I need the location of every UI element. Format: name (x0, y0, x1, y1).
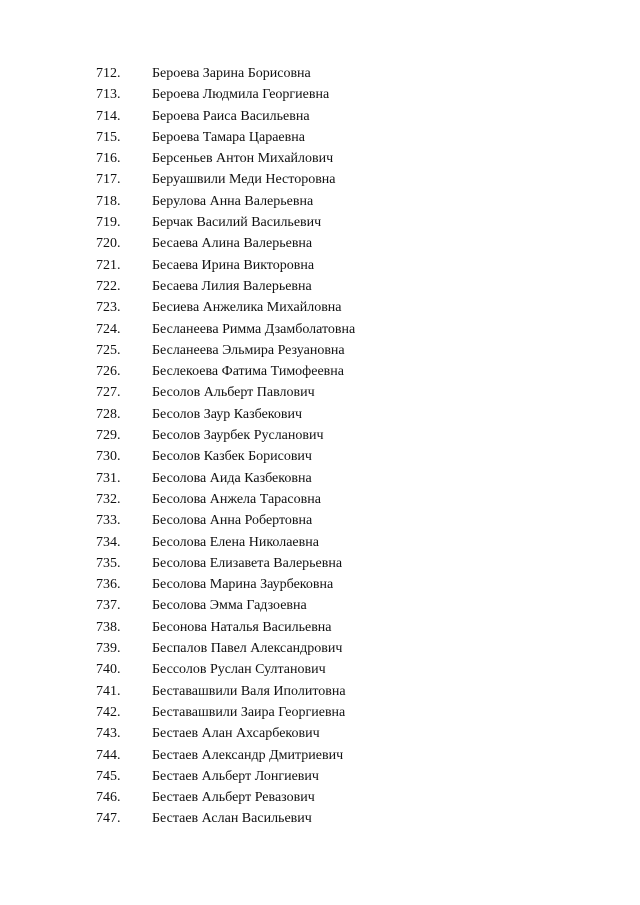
list-item (0, 659, 640, 680)
entry-name: Бесолова Аида Казбековна (152, 470, 312, 486)
entry-name: Беставашвили Валя Иполитовна (152, 683, 346, 699)
entry-name: Бесаева Ирина Викторовна (152, 257, 315, 273)
entry-name: Берсеньев Антон Михайлович (152, 151, 334, 167)
entry-name: Бестаев Аслан Васильевич (152, 811, 312, 827)
list-item (0, 681, 640, 702)
list-item (0, 191, 640, 212)
list-item (0, 148, 640, 169)
list-item (0, 127, 640, 148)
entry-name: Бесолов Казбек Борисович (152, 449, 312, 465)
entry-number: 729. (96, 428, 121, 444)
entry-number: 718. (96, 193, 121, 209)
entry-number: 727. (96, 385, 121, 401)
list-item (0, 63, 640, 84)
list-item (0, 446, 640, 467)
entry-name: Бесонова Наталья Васильевна (152, 619, 332, 635)
entry-number: 714. (96, 108, 121, 124)
list-item (0, 638, 640, 659)
entry-number: 737. (96, 598, 121, 614)
list-item (0, 553, 640, 574)
list-item (0, 319, 640, 340)
entry-name: Бестаев Альберт Ревазович (152, 790, 315, 806)
entry-number: 728. (96, 406, 121, 422)
entry-name: Бесолов Альберт Павлович (152, 385, 315, 401)
list-item (0, 595, 640, 616)
entry-number: 712. (96, 66, 121, 81)
list-item (0, 169, 640, 190)
entry-name: Бесолов Заурбек Русланович (152, 428, 324, 444)
entry-name: Бесолова Елизавета Валерьевна (152, 555, 343, 571)
entry-name: Бесаева Алина Валерьевна (152, 236, 313, 252)
list-item (0, 766, 640, 787)
list-item (0, 106, 640, 127)
entry-number: 717. (96, 172, 121, 188)
entry-name: Беслекоева Фатима Тимофеевна (152, 364, 345, 380)
entry-number: 716. (96, 151, 121, 167)
name-list (0, 63, 640, 830)
entry-number: 747. (96, 811, 121, 827)
entry-name: Беруашвили Меди Несторовна (152, 172, 336, 188)
entry-name: Бесолова Анна Робертовна (152, 513, 313, 529)
list-item (0, 745, 640, 766)
entry-number: 721. (96, 257, 121, 273)
list-item (0, 702, 640, 723)
list-item (0, 297, 640, 318)
list-item (0, 340, 640, 361)
entry-name: Бесолова Елена Николаевна (152, 534, 319, 550)
entry-number: 739. (96, 641, 121, 657)
entry-name: Бероева Раиса Васильевна (152, 108, 310, 124)
list-item (0, 404, 640, 425)
list-item (0, 255, 640, 276)
entry-number: 744. (96, 747, 121, 763)
entry-number: 715. (96, 129, 121, 145)
entry-name: Берчак Василий Васильевич (152, 215, 322, 231)
entry-name: Бесолова Марина Заурбековна (152, 577, 334, 593)
list-item (0, 361, 640, 382)
entry-name: Берулова Анна Валерьевна (152, 193, 314, 209)
entry-number: 730. (96, 449, 121, 465)
entry-name: Бесаева Лилия Валерьевна (152, 278, 312, 294)
entry-number: 725. (96, 342, 121, 358)
list-item (0, 532, 640, 553)
list-item (0, 510, 640, 531)
entry-number: 734. (96, 534, 121, 550)
entry-name: Бероева Тамара Цараевна (152, 129, 305, 145)
entry-number: 738. (96, 619, 121, 635)
entry-number: 722. (96, 278, 121, 294)
entry-name: Бестаев Алан Ахсарбекович (152, 726, 320, 742)
entry-name: Беставашвили Заира Георгиевна (152, 704, 346, 720)
list-item (0, 382, 640, 403)
list-item (0, 787, 640, 808)
list-item (0, 489, 640, 510)
entry-name: Беспалов Павел Александрович (152, 641, 343, 657)
entry-name: Бестаев Альберт Лонгиевич (152, 768, 319, 784)
entry-name: Бесланеева Эльмира Резуановна (152, 342, 345, 358)
entry-number: 736. (96, 577, 121, 593)
entry-name: Бессолов Руслан Султанович (152, 662, 326, 678)
list-item (0, 425, 640, 446)
entry-name: Бестаев Александр Дмитриевич (152, 747, 344, 763)
entry-number: 719. (96, 215, 121, 231)
entry-number: 741. (96, 683, 121, 699)
list-item (0, 212, 640, 233)
entry-number: 723. (96, 300, 121, 316)
list-item (0, 233, 640, 254)
entry-number: 740. (96, 662, 121, 678)
entry-name: Бесланеева Римма Дзамболатовна (152, 321, 356, 337)
list-item (0, 808, 640, 829)
entry-number: 724. (96, 321, 121, 337)
entry-name: Бесолова Анжела Тарасовна (152, 491, 321, 507)
entry-number: 742. (96, 704, 121, 720)
entry-name: Бероева Людмила Георгиевна (152, 87, 330, 103)
entry-number: 746. (96, 790, 121, 806)
entry-number: 713. (96, 87, 121, 103)
entry-number: 732. (96, 491, 121, 507)
entry-number: 733. (96, 513, 121, 529)
entry-name: Бесолов Заур Казбекович (152, 406, 303, 422)
entry-number: 745. (96, 768, 121, 784)
entry-number: 735. (96, 555, 121, 571)
entry-name: Бесиева Анжелика Михайловна (152, 300, 342, 316)
list-item (0, 617, 640, 638)
list-item (0, 468, 640, 489)
entry-name: Бероева Зарина Борисовна (152, 66, 311, 81)
list-item (0, 723, 640, 744)
entry-number: 731. (96, 470, 121, 486)
entry-name: Бесолова Эмма Гадзоевна (152, 598, 307, 614)
entry-number: 726. (96, 364, 121, 380)
list-item (0, 84, 640, 105)
list-item (0, 276, 640, 297)
list-item (0, 574, 640, 595)
entry-number: 743. (96, 726, 121, 742)
entry-number: 720. (96, 236, 121, 252)
